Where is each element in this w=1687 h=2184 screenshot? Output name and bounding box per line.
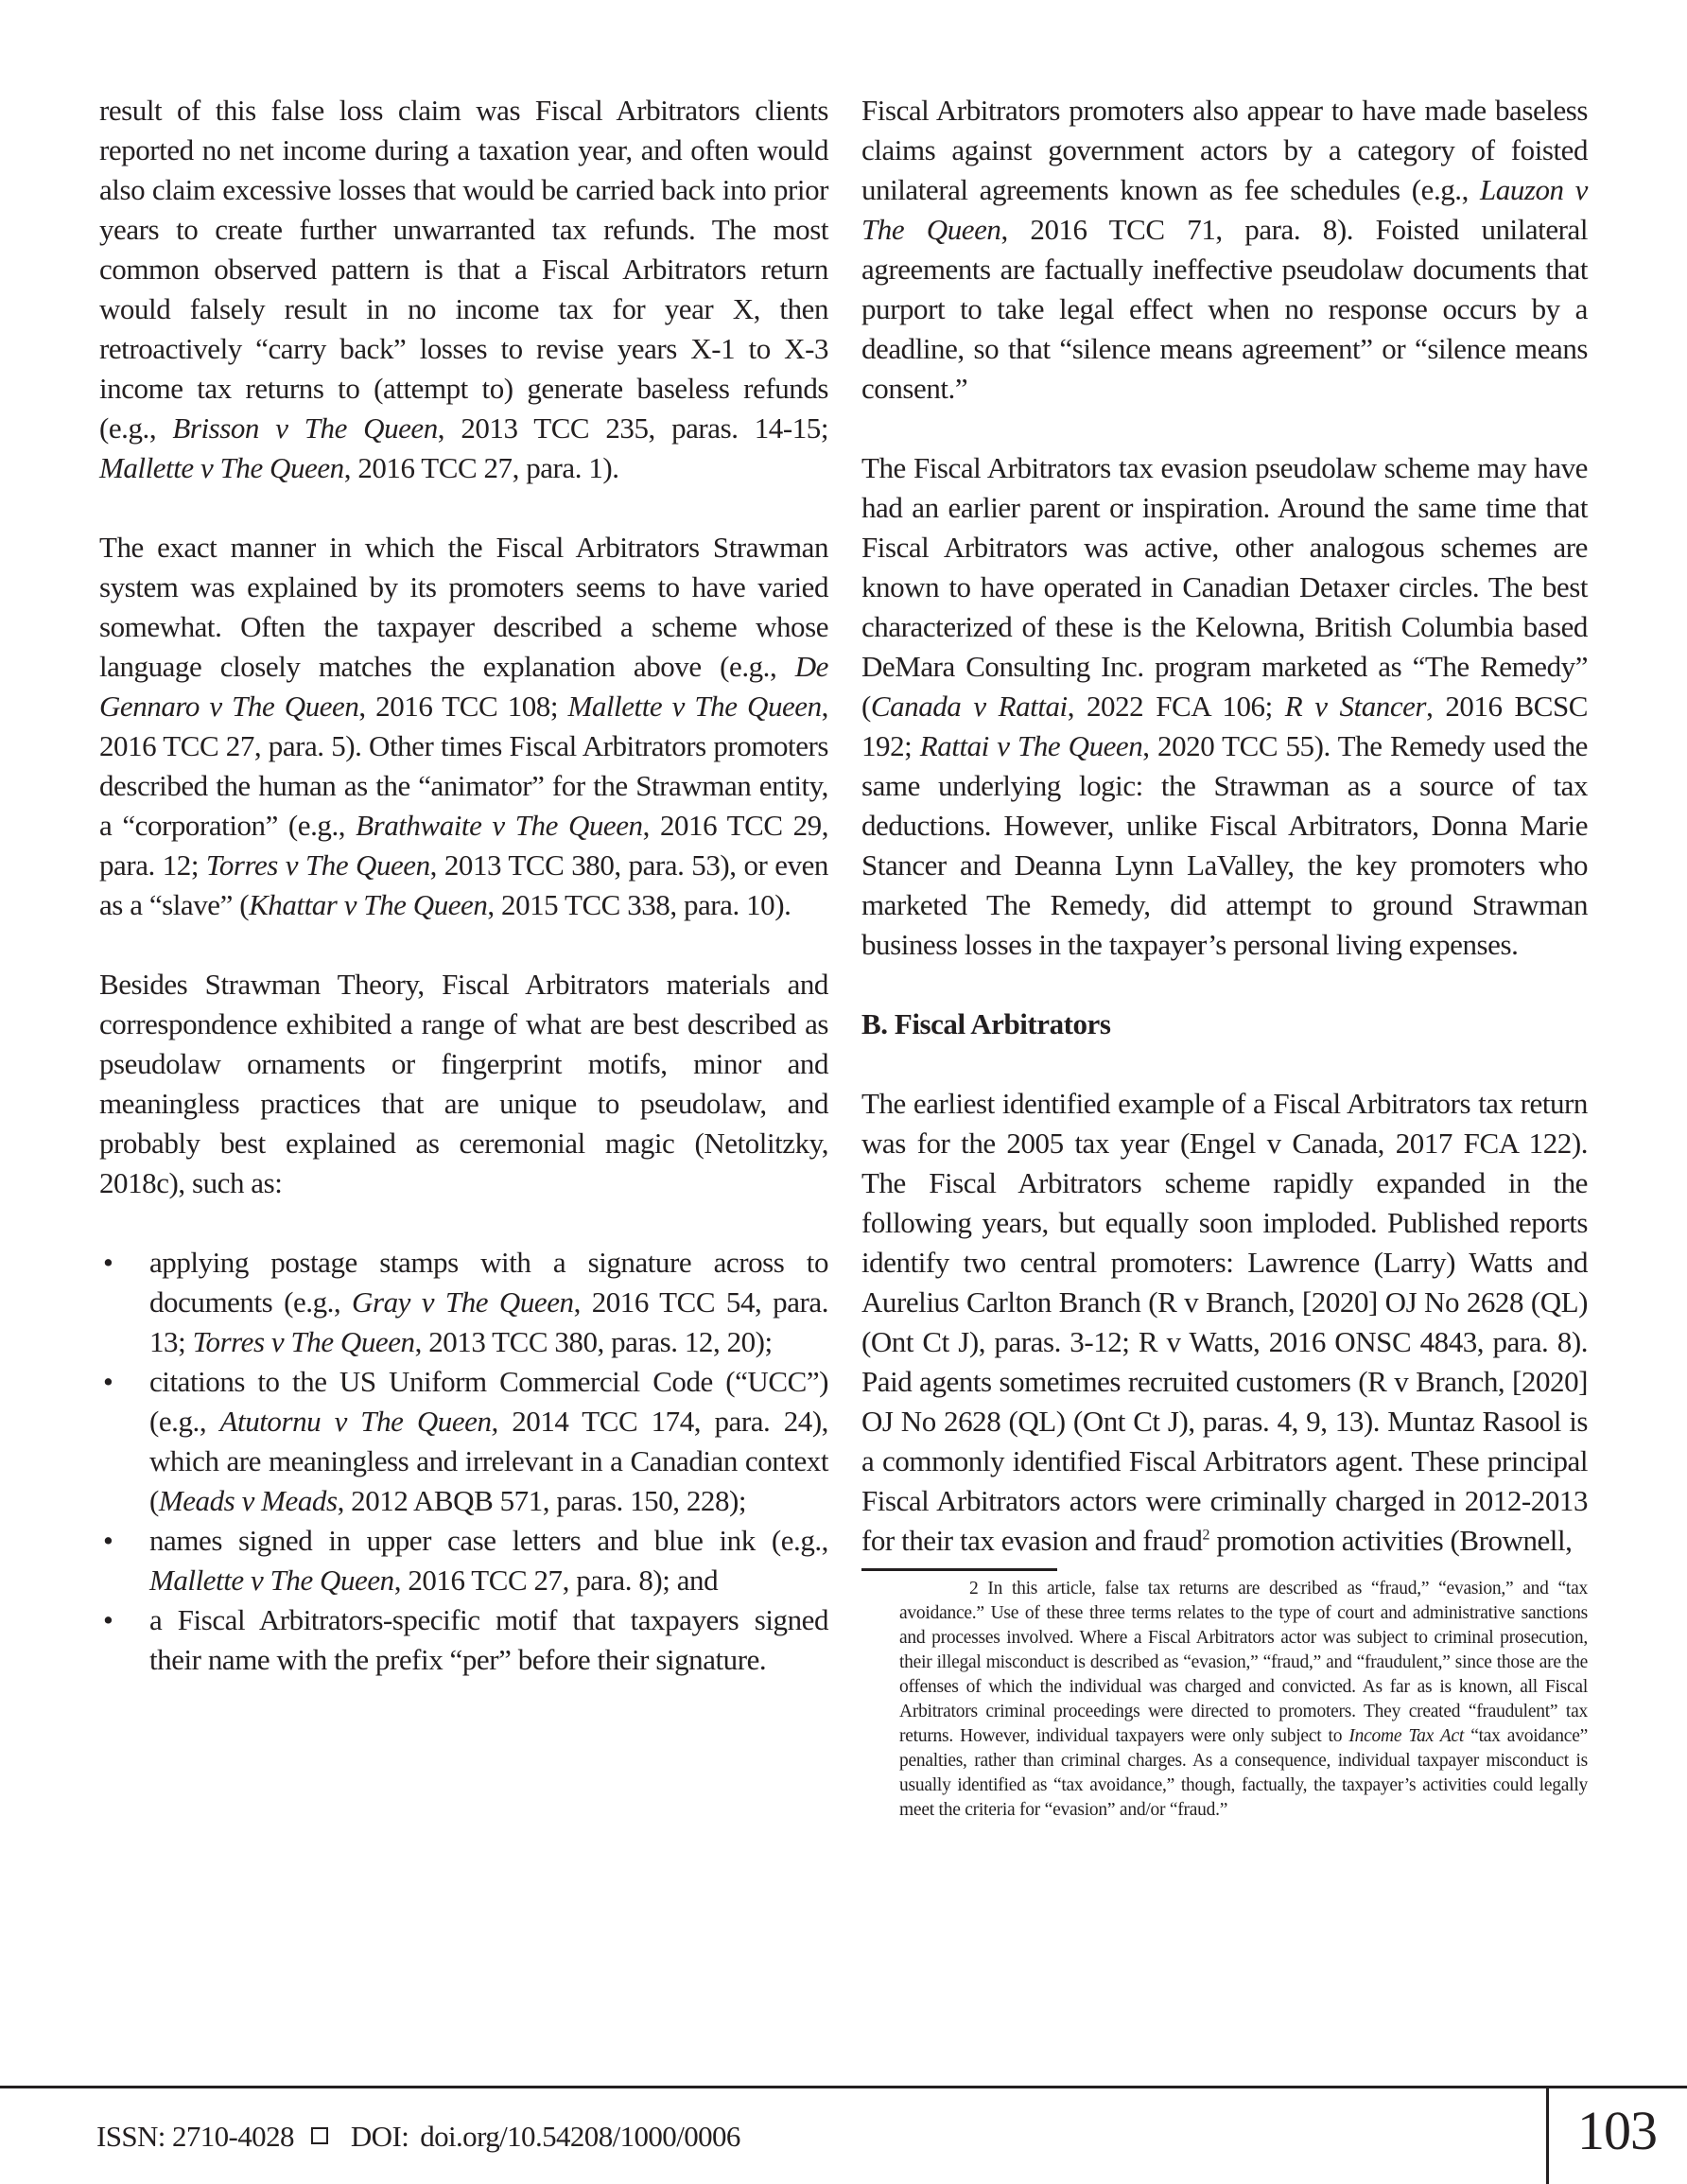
text-run: , 2020 TCC 55). The Remedy used the same underlying logic: the Strawman as a source of tax deductions. However, unlike Fiscal Arbitrators, Donna Marie Stancer and Deanna Lynn LaValley, the key promoters who marketed The Remedy, did attempt to ground Strawman business losses in the taxpayer’s personal living expenses. xyxy=(861,729,1588,961)
text-run: , 2013 TCC 380, paras. 12, 20); xyxy=(414,1325,773,1358)
case-citation: Canada v Rattai xyxy=(870,690,1068,723)
bullet-icon: • xyxy=(103,1246,113,1279)
list-item xyxy=(99,1362,828,1521)
text-run: names signed in upper case letters and blue ink (e.g., xyxy=(149,1524,828,1557)
doi-link[interactable]: doi.org/10.54208/1000/0006 xyxy=(420,2120,740,2153)
text-run: , 2013 TCC 235, paras. 14-15; xyxy=(437,411,828,445)
paragraph-the-remedy xyxy=(861,448,1588,965)
text-run: applying postage stamps with a signature across to documents (e.g., xyxy=(149,1246,828,1319)
text-run: result of this false loss claim was Fiscal Arbitrators clients reported no net income during a taxation year, and often would also claim excessive losses that would be carried back into prior years to create further unwarranted tax refunds. The most common observed pattern is that a Fiscal Arbitrators return would falsely result in no income tax for year X, then retroactively “carry back” losses to revise years X-1 to X-3 income tax returns to (attempt to) generate baseless refunds (e.g., xyxy=(99,94,828,445)
text-run: Fiscal Arbitrators promoters also appear to have made baseless claims against government actors by a category of foisted unilateral agreements known as fee schedules (e.g., xyxy=(861,94,1588,206)
text-run: , 2016 TCC 27, para. 1). xyxy=(343,451,619,484)
square-outline-icon xyxy=(311,2127,328,2144)
case-citation: Brisson v The Queen xyxy=(172,411,438,445)
statute-title: Income Tax Act xyxy=(1348,1726,1465,1746)
text-run: Besides Strawman Theory, Fiscal Arbitrators materials and correspondence exhibited a range of what are best described as pseudolaw ornaments or fingerprint motifs, minor and meaningless practices that are unique to pseudolaw, and probably best explained as ceremonial magic (Netolitzky, 2018c), such as: xyxy=(99,968,828,1199)
text-run: The earliest identified example of a Fiscal Arbitrators tax return was for the 2005 tax year (Engel v Canada, 2017 FCA 122). The Fiscal Arbitrators scheme rapidly expanded in the following years, but equally soon imploded. Published reports identify two central promoters: Lawrence (Larry) Watts and Aurelius Carlton Branch (R v Branch, [2020] OJ No 2628 (QL) (Ont Ct J), paras. 3-12; R v Watts, 2016 ONSC 4843, para. 8). Paid agents sometimes recruited customers (R v Branch, [2020] OJ No 2628 (QL) (Ont Ct J), paras. 4, 9, 13). Muntaz Rasool is a commonly identified Fiscal Arbitrators agent. These principal Fiscal Arbitrators actors were criminally charged in 2012-2013 for their tax evasion and fraud xyxy=(861,1087,1588,1557)
text-run: , 2016 TCC 54, para. 13; xyxy=(149,1285,828,1358)
case-citation: Gray v The Queen xyxy=(352,1285,574,1319)
case-citation: Torres v The Queen xyxy=(205,848,430,882)
case-citation: De Gennaro v The Queen xyxy=(99,650,828,723)
text-run: , 2016 TCC 27, para. 5). Other times Fiscal Arbitrators promoters described the human as the “animator” for the Strawman entity, a “corporation” (e.g., xyxy=(99,690,828,842)
text-run: a Fiscal Arbitrators-specific motif that taxpayers signed their name with the prefix “per” before their signature. xyxy=(149,1603,828,1676)
case-citation: R v Stancer xyxy=(1284,690,1427,723)
paragraph-fee-schedules xyxy=(861,91,1588,409)
case-citation: Torres v The Queen xyxy=(192,1325,415,1358)
paragraph-pseudolaw-ornaments xyxy=(99,965,828,1203)
text-run: , 2022 FCA 106; xyxy=(1067,690,1285,723)
text-run: 2 In this article, false tax returns are described as “fraud,” “evasion,” and “tax avoidance.” Use of these three terms relates to the type of court and administrative sanctions and processes involved. Where a Fiscal Arbitrators actor was subject to criminal prosecution, their illegal misconduct is described as “evasion,” “fraud,” and “fraudulent,” since those are the offenses of which the individual was charged and convicted. As far as is known, all Fiscal Arbitrators criminal proceedings were directed to promoters. They created “fraudulent” tax returns. However, individual taxpayers were only subject to xyxy=(899,1579,1588,1746)
doi-label: DOI: xyxy=(350,2120,409,2153)
footnote-reference[interactable]: 2 xyxy=(1202,1527,1210,1544)
case-citation: Brathwaite v The Queen xyxy=(356,809,643,842)
text-run: , 2013 TCC 380, para. 53), or even as a “slave” ( xyxy=(99,848,828,921)
text-run: , 2016 TCC 27, para. 8); and xyxy=(393,1564,719,1597)
list-item xyxy=(99,1243,828,1362)
paragraph-strawman-explanation xyxy=(99,528,828,925)
paragraph-false-loss-claim xyxy=(99,91,828,488)
footer-divider xyxy=(1546,2086,1549,2184)
right-column xyxy=(861,91,1588,1823)
text-run: 2014 TCC 174, para. 24), which are meaningless and irrelevant in a Canadian context ( xyxy=(149,1405,828,1517)
left-column xyxy=(99,91,828,1680)
bullet-icon: • xyxy=(103,1524,113,1557)
text-run: citations to the US Uniform Commercial Code (“UCC”) (e.g., xyxy=(149,1365,828,1438)
footnote xyxy=(861,1577,1588,1823)
page-number: 103 xyxy=(1577,2100,1657,2161)
bullet-icon: • xyxy=(103,1603,113,1636)
text-run: , 2016 TCC 108; xyxy=(358,690,568,723)
case-citation: Khattar v The Queen xyxy=(249,888,488,921)
text-run: “tax avoidance” penalties, rather than criminal charges. As a consequence, individual taxpayer misconduct is usually identified as “tax avoidance,” though, factually, the taxpayer’s activities could legally meet the criteria for “evasion” and/or “fraud.” xyxy=(899,1726,1588,1820)
text-run: The exact manner in which the Fiscal Arbitrators Strawman system was explained by its promoters seems to have varied somewhat. Often the taxpayer described a scheme whose language closely matches the explanation above (e.g., xyxy=(99,531,828,683)
text-run: , 2016 BCSC 192; xyxy=(861,690,1589,762)
text-run: promotion activities (Brownell, xyxy=(1209,1524,1573,1557)
text-run: , 2016 TCC 29, para. 12; xyxy=(99,809,828,882)
footnote-divider xyxy=(861,1568,1057,1571)
case-citation: Mallette v The Queen xyxy=(99,451,344,484)
case-citation: Mallette v The Queen xyxy=(567,690,822,723)
list-item xyxy=(99,1600,828,1680)
footer-rule xyxy=(0,2086,1687,2088)
text-run: , 2016 TCC 71, para. 8). Foisted unilateral agreements are factually ineffective pseudolaw documents that purport to take legal effect when no response occurs by a deadline, so that “silence means agreement” or “silence means consent.” xyxy=(861,213,1588,405)
case-citation: Mallette v The Queen xyxy=(149,1564,394,1597)
list-item xyxy=(99,1521,828,1600)
text-run: , 2015 TCC 338, para. 10). xyxy=(487,888,791,921)
footer-publication-info xyxy=(96,2117,740,2157)
bullet-icon: • xyxy=(103,1365,113,1398)
paragraph-earliest-example xyxy=(861,1084,1588,1561)
fingerprint-motifs-list xyxy=(99,1243,828,1680)
issn: ISSN: 2710-4028 xyxy=(96,2120,294,2153)
case-citation: Meads v Meads xyxy=(158,1484,338,1517)
text-run: The Fiscal Arbitrators tax evasion pseudolaw scheme may have had an earlier parent or inspiration. Around the same time that Fiscal Arbitrators was active, other analogous schemes are known to have operated in Canadian Detaxer circles. The best characterized of these is the Kelowna, British Columbia based DeMara Consulting Inc. program marketed as “The Remedy” ( xyxy=(861,451,1588,723)
case-citation: Lauzon v The Queen xyxy=(861,173,1588,246)
case-citation: Rattai v The Queen xyxy=(919,729,1143,762)
text-run: , 2012 ABQB 571, paras. 150, 228); xyxy=(337,1484,747,1517)
section-heading: B. Fiscal Arbitrators xyxy=(861,1007,1111,1040)
case-citation: Atutornu v The Queen, xyxy=(219,1405,498,1438)
